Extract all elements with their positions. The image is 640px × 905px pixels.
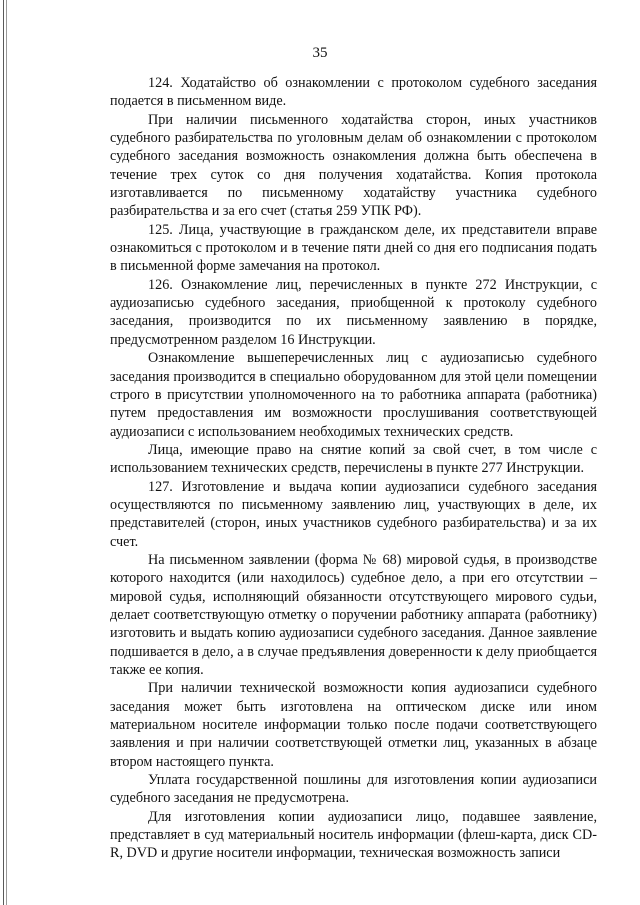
- paragraph-criminal-cases: При наличии письменного ходатайства сторон, иных участников судебного разбирательства по уголовным делам об ознакомлении с протоколом судебного заседания возможность ознакомления должна быть обеспечена в течение трех суток со дня получения ходатайства. Копия протокола изготавливается по письменному ходатайству участника судебного разбирательства и за его счет (статья 259 УПК РФ).: [110, 111, 597, 220]
- page-number: 35: [312, 45, 328, 61]
- paragraph-state-fee: Уплата государственной пошлины для изготовления копии аудиозаписи судебного заседания не предусмотрена.: [110, 772, 597, 807]
- paragraph-copy-rights: Лица, имеющие право на снятие копий за свой счет, в том числе с использованием технических средств, перечислены в пункте 277 Инструкции.: [110, 441, 597, 477]
- paragraph-124-request: 124. Ходатайство об ознакомлении с протоколом судебного заседания подается в письменном виде.: [110, 75, 597, 110]
- binding-edge-line-inner: [6, 0, 7, 905]
- paragraph-technical-possibility: При наличии технической возможности копия аудиозаписи судебного заседания может быть изготовлена на оптическом диске или ином материальном носителе информации только после подачи соответствующего заявления и при наличии соответствующей отметки лиц, указанных в абзаце втором настоящего пункта.: [110, 680, 597, 770]
- paragraph-125-civil-cases: 125. Лица, участвующие в гражданском деле, их представители вправе ознакомиться с протоколом и в течение пяти дней со дня его подписания подать в письменной форме замечания на протокол.: [110, 221, 597, 275]
- paragraph-form-68: На письменном заявлении (форма № 68) мировой судья, в производстве которого находится (или находилось) судебное дело, а при его отсутствии – мировой судья, исполняющий обязанности отсутствующего мирового судьи, делает соответствующую отметку о поручении работнику аппарата (работнику) изготовить и выдать копию аудиозаписи судебного заседания. Данное заявление подшивается в дело, а в случае предъявления доверенности к делу приобщается также ее копия.: [110, 551, 597, 678]
- paragraph-127-copy-issuance: 127. Изготовление и выдача копии аудиозаписи судебного заседания осуществляются по письменному заявлению лиц, участвующих в деле, их представителей (сторон, иных участников судебного разбирательства) и за их счет.: [110, 478, 597, 550]
- paragraph-storage-medium: Для изготовления копии аудиозаписи лицо, подавшее заявление, представляет в суд материальный носитель информации (флеш-карта, диск CD-R, DVD и другие носители информации, техническая возможность записи: [110, 808, 597, 862]
- paragraph-review-room: Ознакомление вышеперечисленных лиц с аудиозаписью судебного заседания производится в специально оборудованном для этой цели помещении строго в присутствии уполномоченного на то работника аппарата (работника) путем предоставления им возможности прослушивания соответствующей аудиозаписи с использованием необходимых технических средств.: [110, 350, 597, 440]
- binding-edge-line: [3, 0, 4, 905]
- document-body: [110, 74, 597, 863]
- paragraph-126-audio-review: 126. Ознакомление лиц, перечисленных в пункте 272 Инструкции, с аудиозаписью судебного заседания, приобщенной к протоколу судебного заседания, производится по их письменному заявлению в порядке, предусмотренном разделом 16 Инструкции.: [110, 276, 597, 348]
